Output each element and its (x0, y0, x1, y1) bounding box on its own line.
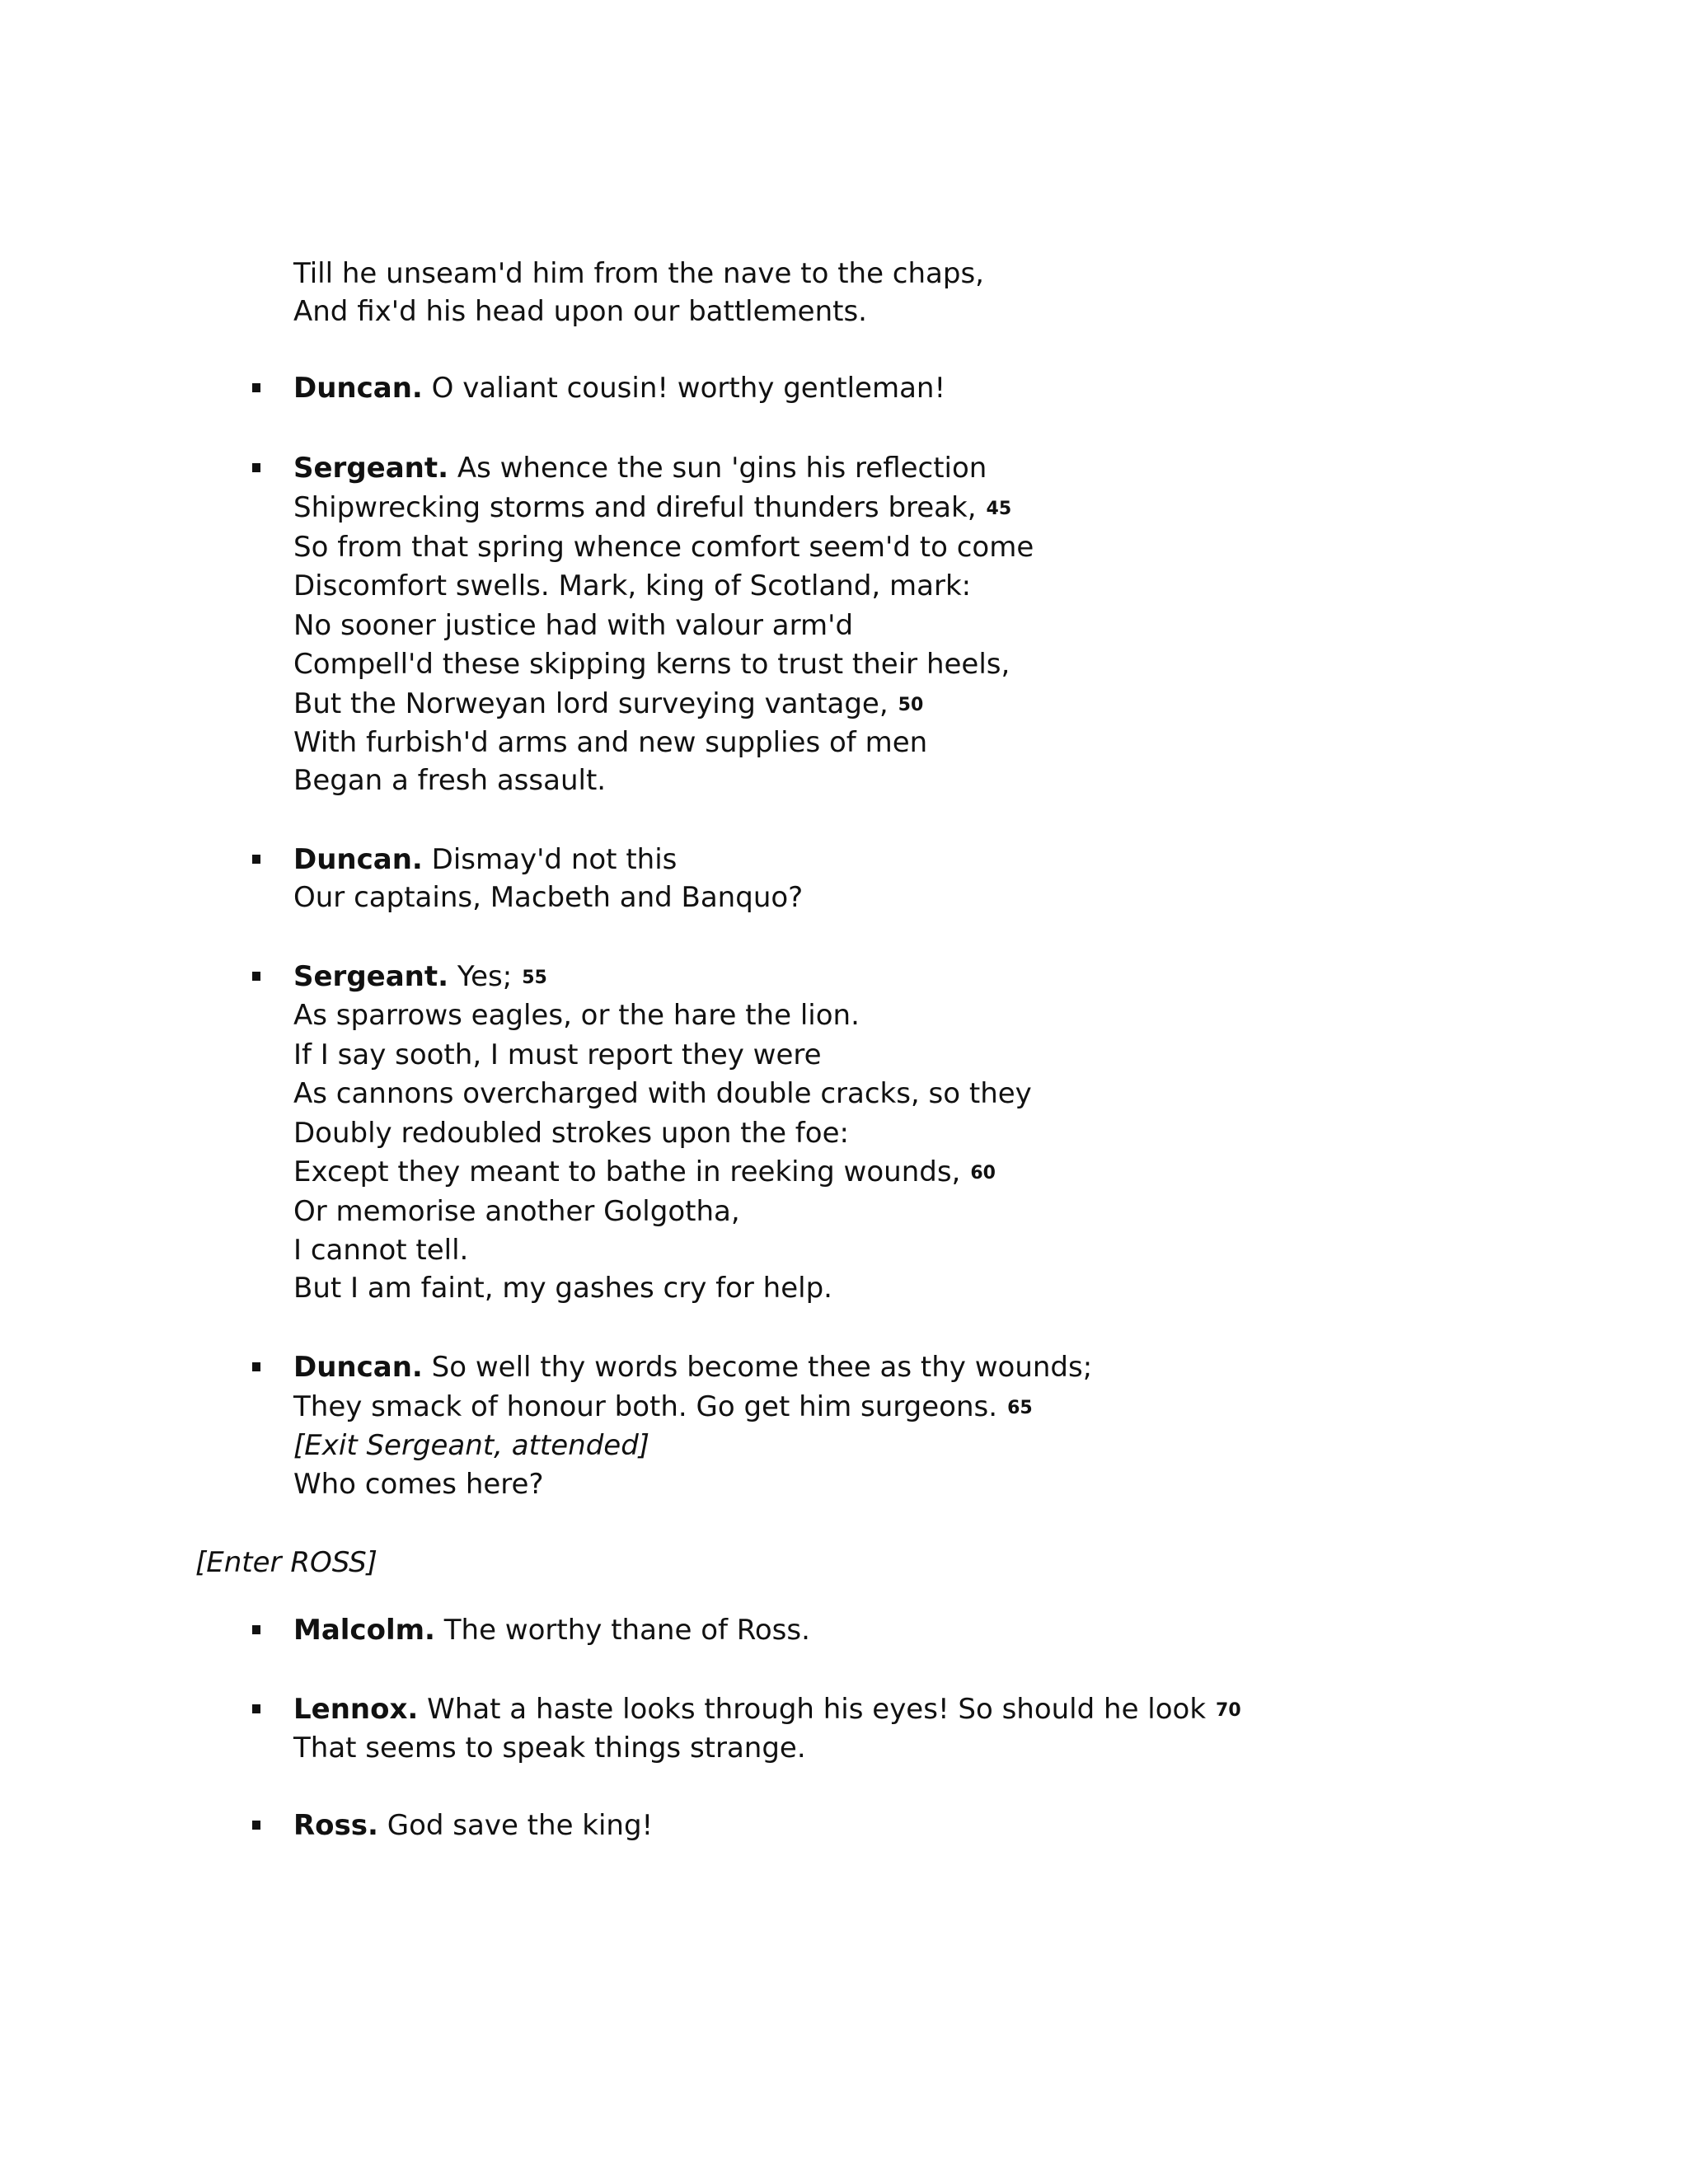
verse-line (293, 1192, 740, 1231)
line-text: The worthy thane of Ross. (443, 1614, 810, 1647)
speech-line (293, 1610, 810, 1650)
line-text: [Exit Sergeant, attended] (293, 1429, 650, 1462)
line-text: If I say sooth, I must report they were (293, 1038, 822, 1071)
verse-line (293, 723, 927, 762)
verse-line (293, 644, 1010, 684)
bullet-icon (252, 383, 260, 392)
bullet-icon (252, 855, 260, 864)
verse-line (293, 1074, 1032, 1113)
line-text: They smack of honour both. Go get him surgeons. (293, 1390, 998, 1423)
line-text: Doubly redoubled strokes upon the foe: (293, 1117, 849, 1150)
line-text: With furbish'd arms and new supplies of men (293, 726, 928, 759)
verse-line (293, 566, 971, 606)
verse-line (293, 1728, 806, 1768)
bullet-icon (252, 972, 260, 981)
speech-line (293, 1806, 653, 1845)
verse-line (293, 1465, 544, 1504)
line-text: But the Norweyan lord surveying vantage, (293, 687, 889, 720)
verse-line (293, 488, 1011, 529)
verse-line (293, 1152, 996, 1193)
bullet-icon (252, 1704, 260, 1713)
verse-line (293, 761, 606, 800)
line-text: Who comes here? (293, 1468, 544, 1501)
verse-line (293, 527, 1034, 567)
speaker-name: Sergeant. (293, 960, 449, 993)
line-text: [Enter ROSS] (195, 1546, 377, 1579)
verse-line (293, 606, 853, 645)
verse-line (293, 1387, 1033, 1428)
verse-line (293, 1268, 832, 1308)
verse-line (293, 1113, 849, 1153)
line-text: Till he unseam'd him from the nave to the chaps, (293, 257, 984, 290)
line-text: That seems to speak things strange. (293, 1732, 806, 1765)
line-text: What a haste looks through his eyes! So should he look (427, 1693, 1207, 1726)
verse-line (293, 878, 803, 917)
verse-line (293, 292, 867, 331)
line-number: 55 (522, 967, 547, 988)
speaker-name: Lennox. (293, 1693, 419, 1726)
speech-line (293, 368, 945, 408)
verse-line (293, 1035, 822, 1075)
line-text: Discomfort swells. Mark, king of Scotland, mark: (293, 569, 972, 602)
line-text: Yes; (457, 960, 513, 993)
line-text: Or memorise another Golgotha, (293, 1195, 740, 1228)
verse-line (293, 1230, 468, 1270)
line-text: No sooner justice had with valour arm'd (293, 609, 854, 642)
bullet-icon (252, 1625, 260, 1634)
speech-line (293, 957, 547, 998)
verse-line (293, 996, 860, 1035)
line-text: As whence the sun 'gins his reflection (457, 452, 987, 485)
line-text: God save the king! (387, 1809, 654, 1842)
speaker-name: Sergeant. (293, 452, 449, 485)
line-text: O valiant cousin! worthy gentleman! (431, 372, 946, 405)
stage-direction (293, 1426, 649, 1465)
bullet-icon (252, 1362, 260, 1371)
bullet-icon (252, 463, 260, 472)
speech-line (293, 1347, 1092, 1387)
line-text: As cannons overcharged with double cracks, so they (293, 1077, 1032, 1110)
line-number: 65 (1007, 1397, 1033, 1418)
line-text: Shipwrecking storms and direful thunders break, (293, 491, 977, 524)
line-text: So from that spring whence comfort seem'd to come (293, 531, 1034, 564)
line-number: 50 (898, 694, 924, 715)
line-text: Our captains, Macbeth and Banquo? (293, 881, 804, 914)
line-text: I cannot tell. (293, 1234, 469, 1267)
speaker-name: Ross. (293, 1809, 378, 1842)
speaker-name: Duncan. (293, 372, 423, 405)
line-number: 60 (970, 1162, 996, 1183)
line-text: Dismay'd not this (431, 843, 678, 876)
speech-line (293, 1690, 1241, 1731)
line-text: Except they meant to bathe in reeking wounds, (293, 1155, 961, 1188)
line-text: Began a fresh assault. (293, 764, 607, 797)
speaker-name: Malcolm. (293, 1614, 435, 1647)
speech-line (293, 448, 987, 488)
stage-direction (195, 1543, 377, 1582)
verse-line (293, 684, 923, 725)
line-text: As sparrows eagles, or the hare the lion. (293, 999, 860, 1032)
line-text: And fix'd his head upon our battlements. (293, 295, 867, 328)
line-number: 70 (1216, 1699, 1241, 1721)
line-text: But I am faint, my gashes cry for help. (293, 1272, 832, 1305)
speaker-name: Duncan. (293, 1351, 423, 1384)
line-text: So well thy words become thee as thy wounds; (431, 1351, 1093, 1384)
line-number: 45 (986, 498, 1012, 519)
line-text: Compell'd these skipping kerns to trust their heels, (293, 648, 1010, 681)
bullet-icon (252, 1821, 260, 1830)
speech-line (293, 840, 677, 879)
speaker-name: Duncan. (293, 843, 423, 876)
verse-line (293, 254, 984, 293)
